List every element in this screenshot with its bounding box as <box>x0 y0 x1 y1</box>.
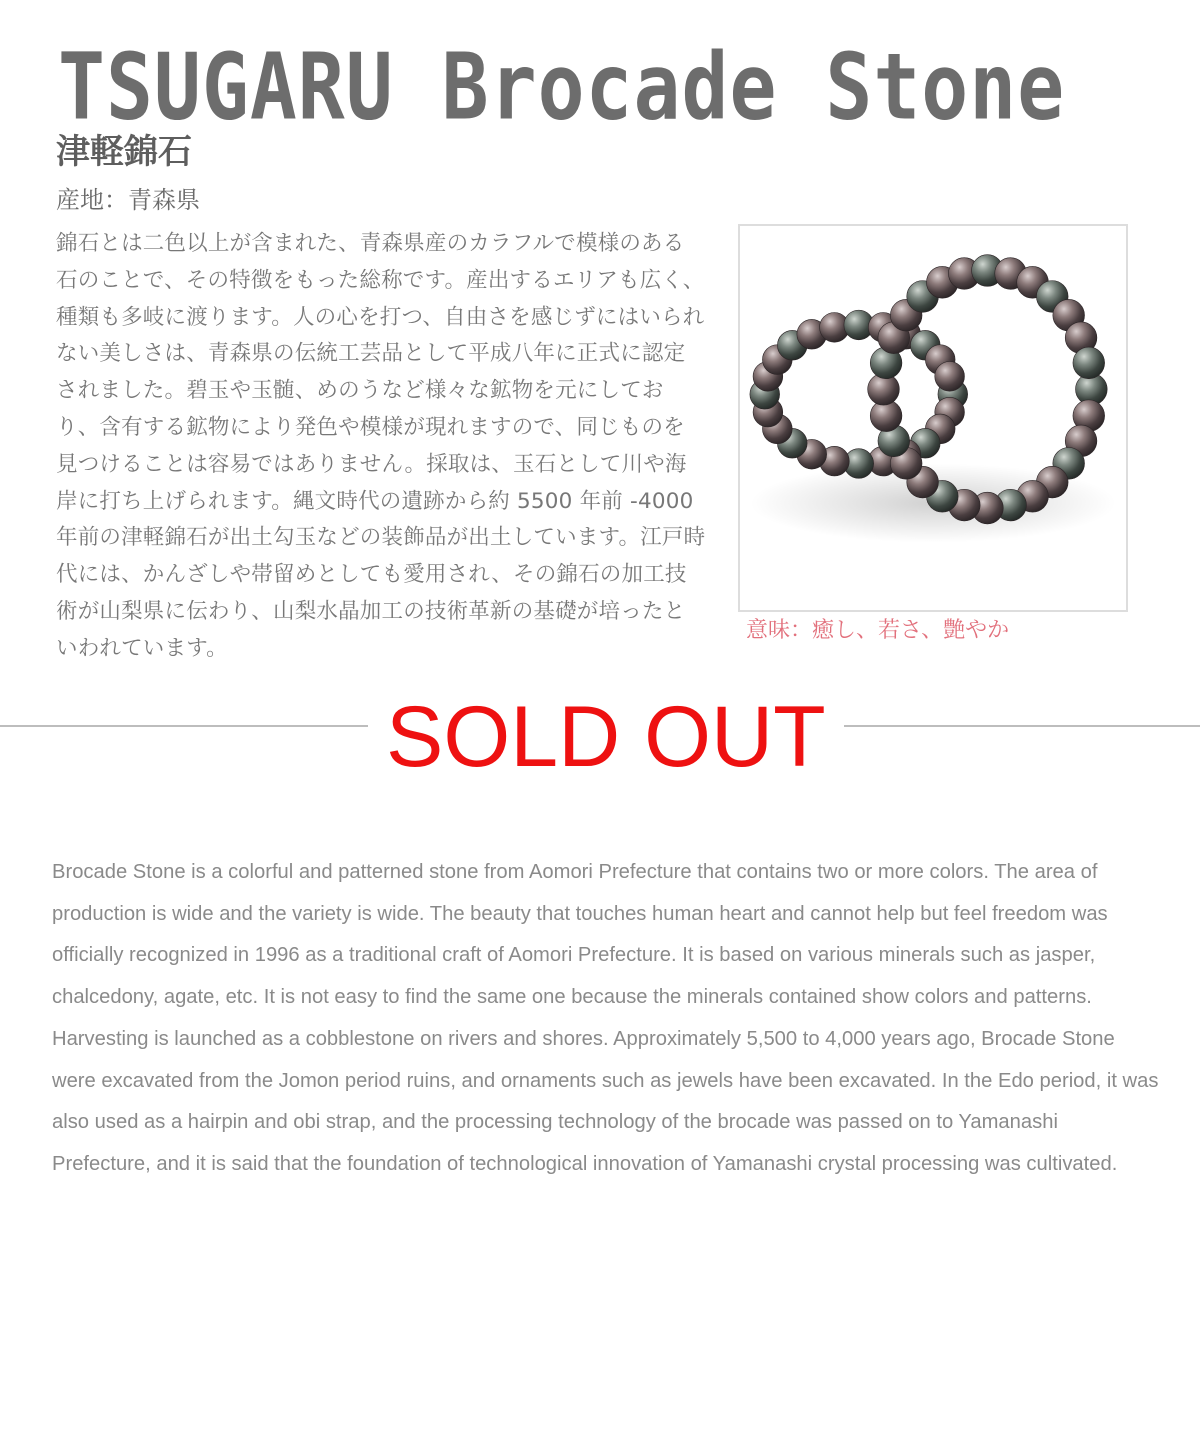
meaning-label: 意味：癒し、若さ、艶やか <box>746 618 1010 643</box>
japanese-description: 錦石とは二色以上が含まれた、青森県産のカラフルで模様のある石のことで、その特徴をもった総称です。産出するエリアも広く、種類も多岐に渡ります。人の心を打つ、自由さを感じずにはいられない美しさは、青森県の伝統工芸品として平成八年に正式に認定されました。碧玉や玉髄、めのうなど様々な鉱物を元にしており、含有する鉱物により発色や模様が現れますので、同じものを見つけることは容易ではありません。採取は、玉石として川や海岸に打ち上げられます。縄文時代の遺跡から約 5500 年前 -4000 年前の津軽錦石が出土勾玉などの装飾品が出土しています。江戸時代には、かんざしや帯留めとしても愛用され、その錦石の加工技術が山梨県に伝わり、山梨水晶加工の技術革新の基礎が培ったといわれています。 <box>56 231 706 661</box>
english-description: Brocade Stone is a colorful and patterned stone from Aomori Prefecture that contains two or more colors. The area of production is wide and the variety is wide. The beauty that touches human heart and cannot help but feel freedom was officially recognized in 1996 as a traditional craft of Aomori Prefecture. It is based on various minerals such as jasper, chalcedony, agate, etc. It is not easy to find the same one because the minerals contained show colors and patterns. Harvesting is launched as a cobblestone on rivers and shores. Approximately 5,500 to 4,000 years ago, Brocade Stone were excavated from the Jomon period ruins, and ornaments such as jewels have been excavated. In the Edo period, it was also used as a hairpin and obi strap, and the processing technology of the brocade was passed on to Yamanashi Prefecture, and it is said that the foundation of technological innovation of Yamanashi crystal processing was cultivated. <box>52 861 1159 1175</box>
sold-out-badge: SOLD OUT <box>368 694 844 780</box>
bead <box>1073 347 1105 379</box>
bead <box>935 361 965 391</box>
page-title: TSUGARU Brocade Stone <box>58 34 1066 142</box>
japanese-title: 津軽錦石 <box>56 132 192 172</box>
bracelets-illustration <box>740 226 1126 610</box>
product-photo <box>738 224 1128 612</box>
origin-label: 産地：青森県 <box>56 186 200 214</box>
